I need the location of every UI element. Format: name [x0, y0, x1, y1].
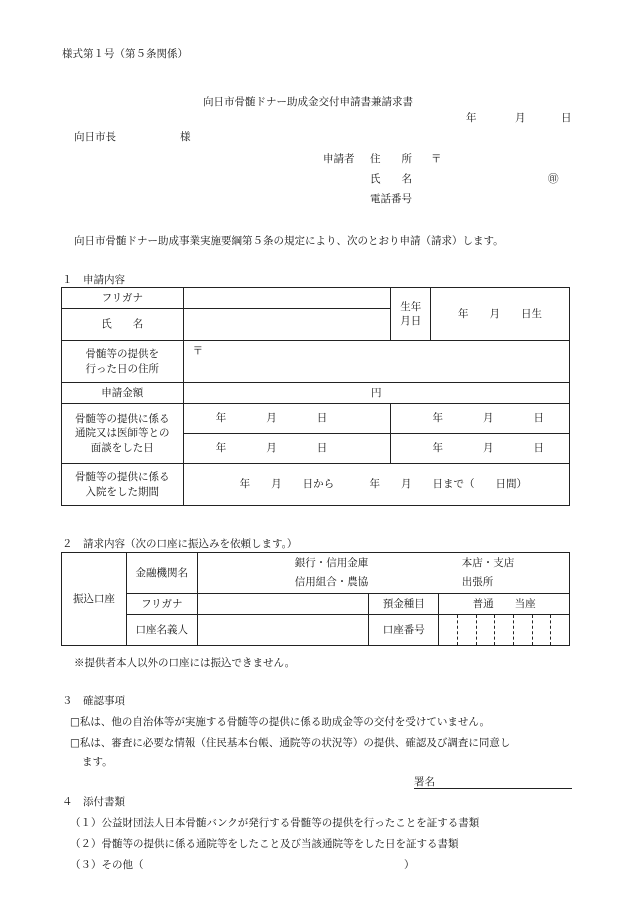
- visit-date-3[interactable]: [183, 434, 343, 464]
- visit-date-3-day: 日: [316, 442, 328, 455]
- addressee-suffix: 様: [180, 131, 191, 143]
- donation-address-postal: 〒: [192, 345, 204, 357]
- bank-table: [61, 552, 570, 646]
- account-digit-6[interactable]: [533, 615, 552, 645]
- transfer-account-label: 振込口座: [72, 592, 115, 605]
- account-digit-1[interactable]: [439, 615, 458, 645]
- attachment-item-3-open: （３）その他（: [70, 859, 144, 871]
- account-furigana-field[interactable]: [197, 594, 369, 615]
- addressee: 向日市長: [74, 131, 116, 143]
- deposit-type-field[interactable]: [439, 594, 570, 615]
- visit-date-4-month: 月: [482, 442, 494, 455]
- confirmation-item-1[interactable]: [70, 714, 490, 729]
- hospitalization-from: 年 月 日から: [239, 478, 335, 491]
- hospitalization-label-2: 入院をした期間: [85, 485, 160, 498]
- furigana-label-cell: [62, 288, 184, 309]
- visit-label-2: 通院又は医師等との: [75, 427, 170, 440]
- visit-date-1-year: 年: [215, 412, 227, 425]
- hospitalization-period-field[interactable]: [183, 464, 569, 506]
- birth-date-value: 年 月 日生: [458, 307, 543, 320]
- transfer-account-label-cell: [62, 553, 127, 646]
- document-title: 向日市骨髄ドナー助成金交付申請書兼請求書: [203, 96, 413, 108]
- visit-date-2-year: 年: [432, 412, 443, 425]
- account-digit-5[interactable]: [514, 615, 533, 645]
- name-field[interactable]: [183, 309, 391, 341]
- account-number-field[interactable]: [439, 615, 570, 646]
- account-furigana-label-cell: [126, 594, 197, 615]
- signature-field[interactable]: [414, 774, 572, 789]
- seal-mark: ㊞: [548, 173, 559, 185]
- amount-label-cell: [62, 383, 184, 404]
- visit-date-4-day: 日: [533, 442, 544, 455]
- attachment-item-2: （２）骨髄等の提供に係る通院等をしたこと及び当該通院等をした日を証する書類: [70, 838, 459, 850]
- bank-type-1: 銀行・信用金庫: [294, 557, 369, 569]
- donation-address-label-1: 骨髄等の提供を: [85, 348, 160, 361]
- furigana-field[interactable]: [183, 288, 391, 309]
- confirmation-item-2-text: □私は、審査に必要な情報（住民基本台帳、通院等の状況等）の提供、確認及び調査に同意し: [70, 737, 511, 749]
- visit-date-3-year: 年: [215, 442, 227, 455]
- birth-date-field[interactable]: [431, 288, 570, 341]
- intro-text: 向日市骨髄ドナー助成事業実施要綱第５条の規定により、次のとおり申請（請求）します。: [74, 235, 504, 247]
- donation-address-field[interactable]: [183, 341, 569, 383]
- section4-heading: ４ 添付書類: [62, 796, 125, 808]
- account-digit-2[interactable]: [458, 615, 477, 645]
- bank-type-2: 信用組合・農協: [294, 576, 369, 588]
- phone-label: 電話番号: [370, 193, 412, 205]
- confirmation-item-1-text: □私は、他の自治体等が実施する骨髄等の提供に係る助成金等の交付を受けていません。: [70, 716, 491, 728]
- account-digit-7[interactable]: [551, 615, 569, 645]
- account-holder-field[interactable]: [197, 615, 369, 646]
- account-number-label-cell: [369, 615, 439, 646]
- donation-address-label-2: 行った日の住所: [85, 362, 160, 375]
- account-holder-label: 口座名義人: [135, 623, 189, 636]
- account-holder-label-cell: [126, 615, 197, 646]
- date-month-label: 月: [515, 112, 526, 124]
- name-label: 氏 名: [101, 318, 144, 331]
- branch-type-2: 出張所: [461, 576, 494, 588]
- visit-label-3: 面談をした日: [90, 441, 154, 454]
- visit-date-1-day: 日: [316, 412, 328, 425]
- visit-label-cell: [62, 404, 184, 464]
- date-day-label: 日: [561, 112, 572, 124]
- attachment-item-3-close: ）: [404, 859, 415, 871]
- bank-note: ※提供者本人以外の口座には振込できません。: [74, 657, 296, 669]
- visit-date-2-day: 日: [533, 412, 544, 425]
- deposit-type-label: 預金種目: [382, 597, 425, 610]
- account-number-label: 口座番号: [382, 623, 425, 636]
- account-digit-3[interactable]: [477, 615, 496, 645]
- confirmation-item-2-cont: ます。: [82, 756, 113, 768]
- date-year-label: 年: [466, 112, 477, 124]
- name-label-cell: [62, 309, 184, 341]
- amount-label: 申請金額: [101, 386, 144, 399]
- furigana-label: フリガナ: [101, 291, 144, 304]
- hospitalization-label-1: 骨髄等の提供に係る: [75, 471, 170, 484]
- deposit-type-label-cell: [369, 594, 439, 615]
- confirmation-item-2[interactable]: [70, 735, 510, 750]
- visit-date-1[interactable]: [183, 404, 343, 434]
- visit-date-2-month: 月: [482, 412, 494, 425]
- applicant-name-label: 氏 名: [370, 173, 412, 185]
- branch-type-1: 本店・支店: [461, 557, 515, 569]
- account-digit-4[interactable]: [495, 615, 514, 645]
- form-number: 様式第１号（第５条関係）: [62, 48, 188, 60]
- attachment-item-1: （１）公益財団法人日本骨髄バンクが発行する骨髄等の提供を行ったことを証する書類: [70, 817, 480, 829]
- visit-label-1: 骨髄等の提供に係る: [75, 413, 170, 426]
- visit-date-1-month: 月: [266, 412, 277, 425]
- applicant-label: 申請者: [323, 153, 355, 165]
- bank-name-field[interactable]: [197, 553, 569, 594]
- birth-label-2: 月日: [400, 315, 422, 327]
- section3-heading: ３ 確認事項: [62, 695, 125, 707]
- birth-label-1: 生年: [400, 300, 422, 313]
- visit-date-4[interactable]: [391, 434, 570, 464]
- amount-unit: 円: [371, 386, 382, 399]
- postal-mark: 〒: [431, 153, 442, 165]
- donation-address-label-cell: [62, 341, 184, 383]
- visit-date-4-year: 年: [432, 442, 443, 455]
- attachment-other-field[interactable]: [156, 853, 402, 871]
- bank-name-label: 金融機関名: [135, 566, 189, 579]
- birth-label-cell: [391, 288, 431, 341]
- signature-label: 署名: [414, 776, 435, 788]
- bank-name-label-cell: [126, 553, 197, 594]
- deposit-types: 普通 当座: [472, 597, 536, 610]
- applicant-address-label: 住 所: [370, 153, 412, 165]
- hospitalization-label-cell: [62, 464, 184, 506]
- account-furigana-label: フリガナ: [141, 597, 183, 610]
- section1-heading: １ 申請内容: [62, 274, 125, 286]
- visit-date-2[interactable]: [391, 404, 570, 434]
- section2-heading: ２ 請求内容（次の口座に振込みを依頼します。）: [62, 538, 298, 550]
- visit-date-3-month: 月: [266, 442, 277, 455]
- amount-field[interactable]: [183, 383, 569, 404]
- hospitalization-to: 年 月 日まで（ 日間）: [369, 478, 527, 491]
- application-table: [61, 287, 570, 506]
